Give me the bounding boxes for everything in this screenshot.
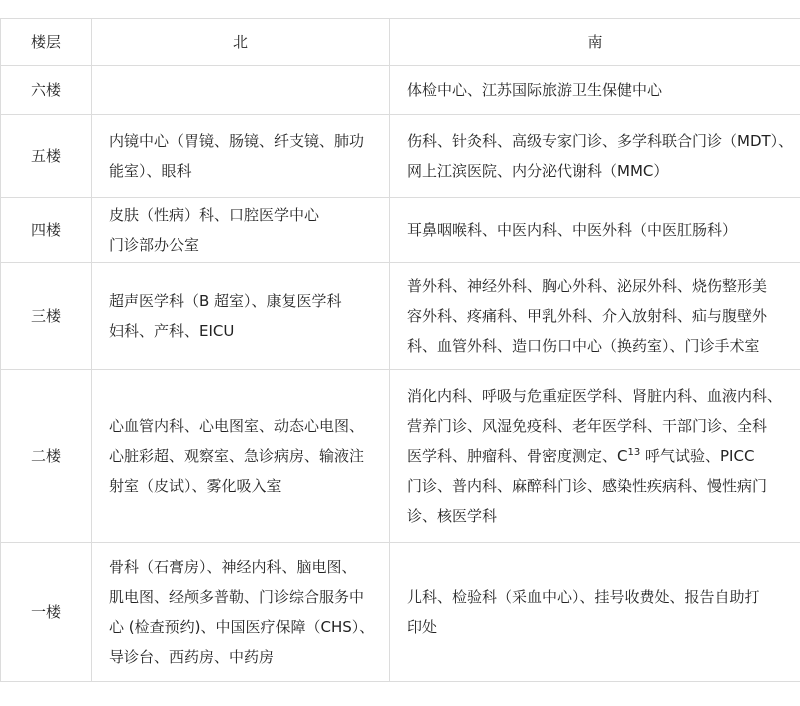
north-cell — [92, 115, 390, 198]
text-line: 皮肤（性病）科、口腔医学中心 — [109, 206, 320, 224]
floor-cell: 二楼 — [1, 370, 92, 543]
table-row — [1, 198, 800, 263]
superscript: 13 — [627, 447, 641, 458]
header-floor: 楼层 — [1, 19, 92, 66]
south-cell — [390, 198, 800, 263]
text-line: 骨科（石膏房）、神经内科、脑电图、 — [109, 558, 357, 576]
text-line: 射室（皮试）、雾化吸入室 — [109, 477, 282, 495]
text-line: 心脏彩超、观察室、急诊病房、输液注 — [109, 447, 365, 465]
floor-directory-table — [0, 18, 800, 682]
text-line: 心 (检查预约)、中国医疗保障（CHS）、 — [109, 618, 375, 636]
south-cell — [390, 370, 800, 543]
text-line: 肌电图、经颅多普勒、门诊综合服务中 — [109, 588, 365, 606]
header-north: 北 — [92, 19, 390, 66]
table-row — [1, 370, 800, 543]
text-line: 普外科、神经外科、胸心外科、泌尿外科、烧伤整形美 — [407, 277, 768, 295]
table-row — [1, 115, 800, 198]
south-cell — [390, 115, 800, 198]
text-segment: 医学科、肿瘤科、骨密度测定、C — [407, 447, 628, 465]
north-cell — [92, 370, 390, 543]
text-line: 导诊台、西药房、中药房 — [109, 648, 275, 666]
text-line: 消化内科、呼吸与危重症医学科、肾脏内科、血液内科、 — [407, 387, 783, 405]
south-cell — [390, 543, 800, 682]
floor-cell: 四楼 — [1, 198, 92, 263]
text-line: 儿科、检验科（采血中心）、挂号收费处、报告自助打 — [407, 588, 760, 606]
text-line: 内镜中心（胃镜、肠镜、纤支镜、肺功 — [109, 132, 365, 150]
text-line: 能室）、眼科 — [109, 162, 192, 180]
header-south: 南 — [390, 19, 800, 66]
text-line: 营养门诊、风湿免疫科、老年医学科、干部门诊、全科 — [407, 417, 768, 435]
north-cell — [92, 66, 390, 115]
text-line: 妇科、产科、EICU — [109, 322, 235, 340]
table-header-row — [1, 19, 800, 66]
text-line: 容外科、疼痛科、甲乳外科、介入放射科、疝与腹壁外 — [407, 307, 768, 325]
text-line: 印处 — [407, 618, 438, 636]
text-line: 门诊部办公室 — [109, 236, 200, 254]
text-line: 耳鼻咽喉科、中医内科、中医外科（中医肛肠科） — [407, 221, 738, 239]
north-cell — [92, 198, 390, 263]
text-line: 体检中心、江苏国际旅游卫生保健中心 — [407, 81, 663, 99]
floor-cell: 一楼 — [1, 543, 92, 682]
text-line: 诊、核医学科 — [407, 507, 498, 525]
text-line — [407, 441, 800, 471]
table-row — [1, 263, 800, 370]
text-segment: 呼气试验、PICC — [645, 447, 755, 465]
text-line: 伤科、针灸科、高级专家门诊、多学科联合门诊（MDT）、 — [407, 132, 794, 150]
floor-cell: 三楼 — [1, 263, 92, 370]
table-row — [1, 543, 800, 682]
text-line: 科、血管外科、造口伤口中心（换药室）、门诊手术室 — [407, 337, 760, 355]
floor-cell: 五楼 — [1, 115, 92, 198]
south-cell — [390, 263, 800, 370]
text-line: 心血管内科、心电图室、动态心电图、 — [109, 417, 365, 435]
text-line: 门诊、普内科、麻醉科门诊、感染性疾病科、慢性病门 — [407, 477, 768, 495]
table-row — [1, 66, 800, 115]
south-cell — [390, 66, 800, 115]
text-line: 超声医学科（B 超室）、康复医学科 — [109, 292, 342, 310]
floor-cell: 六楼 — [1, 66, 92, 115]
north-cell — [92, 543, 390, 682]
north-cell — [92, 263, 390, 370]
text-line: 网上江滨医院、内分泌代谢科（MMC） — [407, 162, 669, 180]
